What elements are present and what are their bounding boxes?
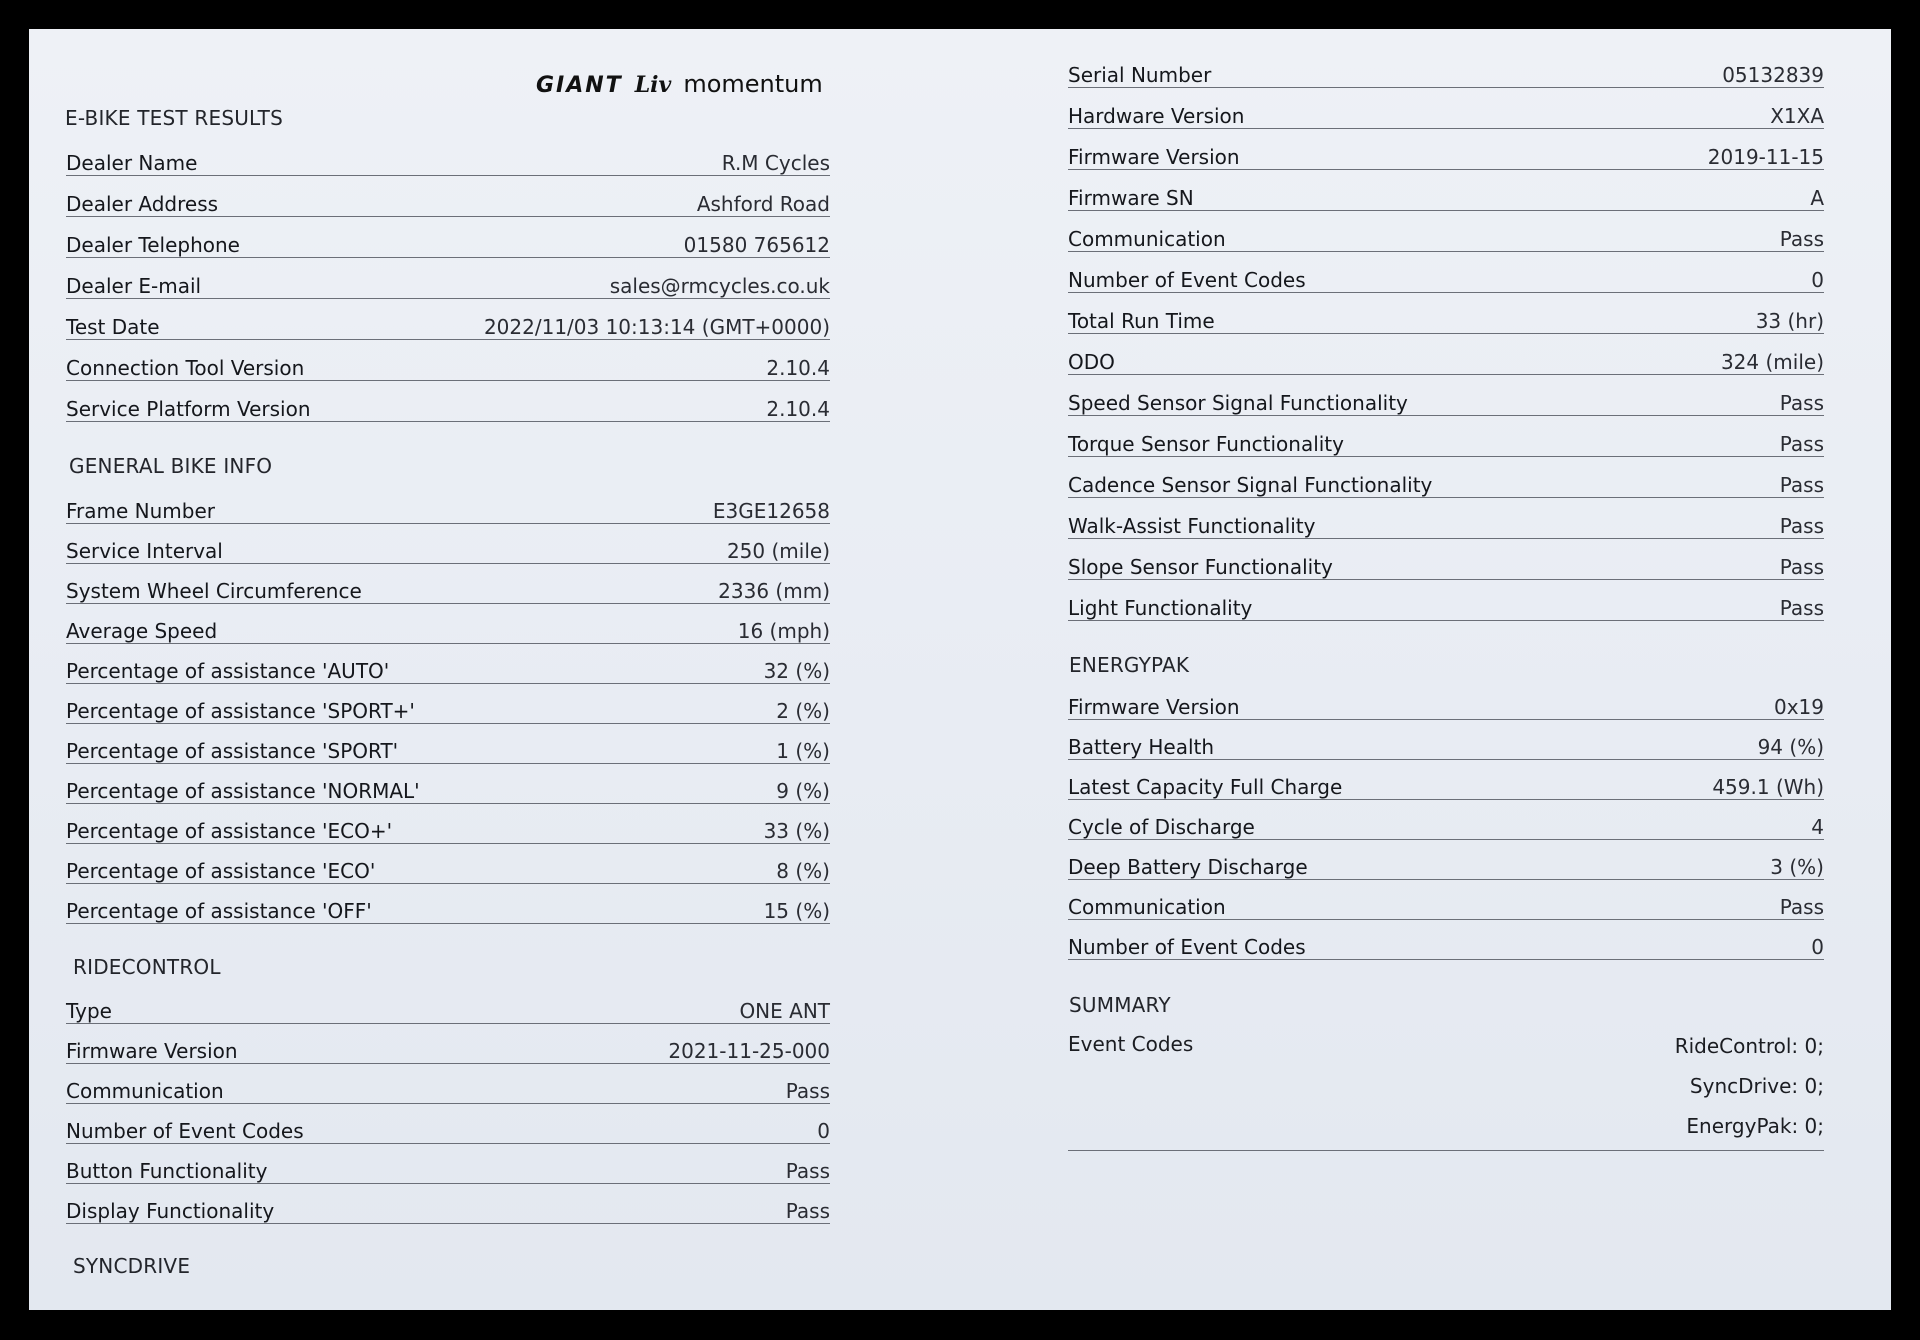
row-value: 2.10.4 bbox=[766, 356, 830, 380]
row-label: Communication bbox=[1068, 227, 1226, 251]
row-dealer-email bbox=[66, 269, 830, 299]
row-ridecontrol-type bbox=[66, 994, 830, 1024]
row-assist-sport-plus bbox=[66, 694, 830, 724]
section-title-general-bike-info: GENERAL BIKE INFO bbox=[69, 454, 273, 478]
giant-logo-text: GIANT bbox=[536, 73, 623, 98]
row-label: Cycle of Discharge bbox=[1068, 815, 1255, 839]
row-value: 33 (hr) bbox=[1755, 309, 1824, 333]
row-label: Serial Number bbox=[1068, 63, 1212, 87]
row-label: Firmware SN bbox=[1068, 186, 1194, 210]
row-ridecontrol-communication bbox=[66, 1074, 830, 1104]
row-label: Percentage of assistance 'SPORT+' bbox=[66, 699, 415, 723]
row-value: 2.10.4 bbox=[766, 397, 830, 421]
row-assist-eco bbox=[66, 854, 830, 884]
row-service-interval bbox=[66, 534, 830, 564]
section-title-summary: SUMMARY bbox=[1069, 993, 1171, 1017]
row-label: Slope Sensor Functionality bbox=[1068, 555, 1333, 579]
row-label: Service Interval bbox=[66, 539, 223, 563]
row-value: 01580 765612 bbox=[683, 233, 830, 257]
row-value: 0 bbox=[1811, 935, 1824, 959]
row-value: sales@rmcycles.co.uk bbox=[609, 274, 830, 298]
row-label: ODO bbox=[1068, 350, 1115, 374]
row-label: Percentage of assistance 'AUTO' bbox=[66, 659, 390, 683]
row-value: Pass bbox=[1779, 596, 1824, 620]
section-title-syncdrive: SYNCDRIVE bbox=[73, 1254, 191, 1278]
row-assist-eco-plus bbox=[66, 814, 830, 844]
row-label: System Wheel Circumference bbox=[66, 579, 362, 603]
row-slope-sensor bbox=[1068, 550, 1824, 580]
row-value: 2021-11-25-000 bbox=[668, 1039, 830, 1063]
row-value: 0 bbox=[817, 1119, 830, 1143]
row-energypak-event-codes bbox=[1068, 930, 1824, 960]
row-label: Average Speed bbox=[66, 619, 218, 643]
row-value: Pass bbox=[1779, 391, 1824, 415]
row-value: 15 (%) bbox=[763, 899, 830, 923]
row-assist-off bbox=[66, 894, 830, 924]
row-value: 3 (%) bbox=[1770, 855, 1824, 879]
liv-logo-text: Liv bbox=[634, 72, 672, 98]
row-capacity-full-charge bbox=[1068, 770, 1824, 800]
row-value: ONE ANT bbox=[739, 999, 830, 1023]
row-label: Firmware Version bbox=[66, 1039, 238, 1063]
row-label: Dealer Telephone bbox=[66, 233, 240, 257]
code-syncdrive: SyncDrive: 0; bbox=[1689, 1074, 1824, 1098]
row-label: Battery Health bbox=[1068, 735, 1215, 759]
section-title-energypak: ENERGYPAK bbox=[1069, 653, 1190, 677]
row-service-platform-version bbox=[66, 392, 830, 422]
row-value: 05132839 bbox=[1722, 63, 1824, 87]
row-label: Hardware Version bbox=[1068, 104, 1245, 128]
row-value: 16 (mph) bbox=[737, 619, 830, 643]
row-value: 250 (mile) bbox=[726, 539, 830, 563]
row-firmware-sn bbox=[1068, 181, 1824, 211]
row-label: Percentage of assistance 'SPORT' bbox=[66, 739, 399, 763]
row-hardware-version bbox=[1068, 99, 1824, 129]
row-energypak-firmware bbox=[1068, 690, 1824, 720]
row-speed-sensor bbox=[1068, 386, 1824, 416]
row-label: Communication bbox=[66, 1079, 224, 1103]
row-label: Number of Event Codes bbox=[1068, 268, 1306, 292]
row-test-date bbox=[66, 310, 830, 340]
summary-label: Event Codes bbox=[1068, 1032, 1194, 1056]
row-label: Connection Tool Version bbox=[66, 356, 305, 380]
row-frame-number bbox=[66, 494, 830, 524]
row-value: 9 (%) bbox=[776, 779, 830, 803]
row-label: Percentage of assistance 'ECO' bbox=[66, 859, 376, 883]
row-label: Display Functionality bbox=[66, 1199, 275, 1223]
row-label: Torque Sensor Functionality bbox=[1068, 432, 1344, 456]
row-value: 33 (%) bbox=[763, 819, 830, 843]
momentum-logo-text: momentum bbox=[683, 70, 823, 98]
row-label: Number of Event Codes bbox=[66, 1119, 304, 1143]
row-label: Number of Event Codes bbox=[1068, 935, 1306, 959]
row-value: Pass bbox=[1779, 895, 1824, 919]
row-cycle-of-discharge bbox=[1068, 810, 1824, 840]
row-value: 2022/11/03 10:13:14 (GMT+0000) bbox=[483, 315, 830, 339]
row-label: Dealer E-mail bbox=[66, 274, 202, 298]
row-value: Pass bbox=[785, 1199, 830, 1223]
row-light-functionality bbox=[1068, 591, 1824, 621]
row-walk-assist bbox=[1068, 509, 1824, 539]
row-value: Pass bbox=[1779, 514, 1824, 538]
row-value: X1XA bbox=[1770, 104, 1824, 128]
row-ridecontrol-event-codes bbox=[66, 1114, 830, 1144]
row-label: Frame Number bbox=[66, 499, 216, 523]
row-value: Pass bbox=[1779, 473, 1824, 497]
row-torque-sensor bbox=[1068, 427, 1824, 457]
row-ridecontrol-firmware bbox=[66, 1034, 830, 1064]
row-value: A bbox=[1810, 186, 1824, 210]
row-label: Dealer Name bbox=[66, 151, 198, 175]
row-value: 2336 (mm) bbox=[718, 579, 830, 603]
row-energypak-communication bbox=[1068, 890, 1824, 920]
row-assist-normal bbox=[66, 774, 830, 804]
row-cadence-sensor bbox=[1068, 468, 1824, 498]
row-value: Pass bbox=[785, 1079, 830, 1103]
row-value: 459.1 (Wh) bbox=[1712, 775, 1824, 799]
row-label: Total Run Time bbox=[1068, 309, 1215, 333]
row-label: Percentage of assistance 'NORMAL' bbox=[66, 779, 420, 803]
row-display-functionality bbox=[66, 1194, 830, 1224]
row-value: Ashford Road bbox=[696, 192, 830, 216]
row-label: Firmware Version bbox=[1068, 145, 1240, 169]
row-serial-number bbox=[1068, 58, 1824, 88]
row-value: 2019-11-15 bbox=[1707, 145, 1824, 169]
section-title-test-results: E-BIKE TEST RESULTS bbox=[65, 106, 283, 130]
row-average-speed bbox=[66, 614, 830, 644]
row-syncdrive-firmware bbox=[1068, 140, 1824, 170]
row-label: Communication bbox=[1068, 895, 1226, 919]
row-value: R.M Cycles bbox=[721, 151, 830, 175]
row-dealer-address bbox=[66, 187, 830, 217]
section-title-ridecontrol: RIDECONTROL bbox=[73, 955, 221, 979]
row-dealer-name bbox=[66, 146, 830, 176]
row-label: Deep Battery Discharge bbox=[1068, 855, 1308, 879]
row-label: Firmware Version bbox=[1068, 695, 1240, 719]
row-label: Service Platform Version bbox=[66, 397, 311, 421]
row-value: E3GE12658 bbox=[712, 499, 830, 523]
row-odo bbox=[1068, 345, 1824, 375]
row-assist-sport bbox=[66, 734, 830, 764]
row-label: Walk-Assist Functionality bbox=[1068, 514, 1316, 538]
row-deep-battery-discharge bbox=[1068, 850, 1824, 880]
row-value: 2 (%) bbox=[776, 699, 830, 723]
row-label: Cadence Sensor Signal Functionality bbox=[1068, 473, 1433, 497]
row-value: 0x19 bbox=[1773, 695, 1824, 719]
row-assist-auto bbox=[66, 654, 830, 684]
row-value: Pass bbox=[1779, 555, 1824, 579]
row-label: Light Functionality bbox=[1068, 596, 1253, 620]
code-ridecontrol: RideControl: 0; bbox=[1674, 1034, 1824, 1058]
row-value: Pass bbox=[1779, 227, 1824, 251]
row-label: Speed Sensor Signal Functionality bbox=[1068, 391, 1408, 415]
summary-codes bbox=[1675, 1026, 1824, 1146]
row-value: 32 (%) bbox=[763, 659, 830, 683]
row-value: 324 (mile) bbox=[1720, 350, 1824, 374]
row-value: 94 (%) bbox=[1757, 735, 1824, 759]
row-value: 4 bbox=[1811, 815, 1824, 839]
row-dealer-telephone bbox=[66, 228, 830, 258]
brand-logo bbox=[536, 70, 823, 98]
row-total-run-time bbox=[1068, 304, 1824, 334]
row-syncdrive-communication bbox=[1068, 222, 1824, 252]
row-connection-tool-version bbox=[66, 351, 830, 381]
row-label: Latest Capacity Full Charge bbox=[1068, 775, 1343, 799]
row-label: Percentage of assistance 'ECO+' bbox=[66, 819, 393, 843]
row-label: Test Date bbox=[66, 315, 160, 339]
row-battery-health bbox=[1068, 730, 1824, 760]
row-label: Type bbox=[66, 999, 112, 1023]
row-label: Percentage of assistance 'OFF' bbox=[66, 899, 372, 923]
row-value: 1 (%) bbox=[776, 739, 830, 763]
row-syncdrive-event-codes bbox=[1068, 263, 1824, 293]
row-value: Pass bbox=[1779, 432, 1824, 456]
row-value: 0 bbox=[1811, 268, 1824, 292]
code-energypak: EnergyPak: 0; bbox=[1686, 1114, 1824, 1138]
summary-event-codes bbox=[1068, 1022, 1824, 1151]
row-wheel-circumference bbox=[66, 574, 830, 604]
row-label: Dealer Address bbox=[66, 192, 219, 216]
row-value: 8 (%) bbox=[776, 859, 830, 883]
row-label: Button Functionality bbox=[66, 1159, 268, 1183]
row-button-functionality bbox=[66, 1154, 830, 1184]
row-value: Pass bbox=[785, 1159, 830, 1183]
